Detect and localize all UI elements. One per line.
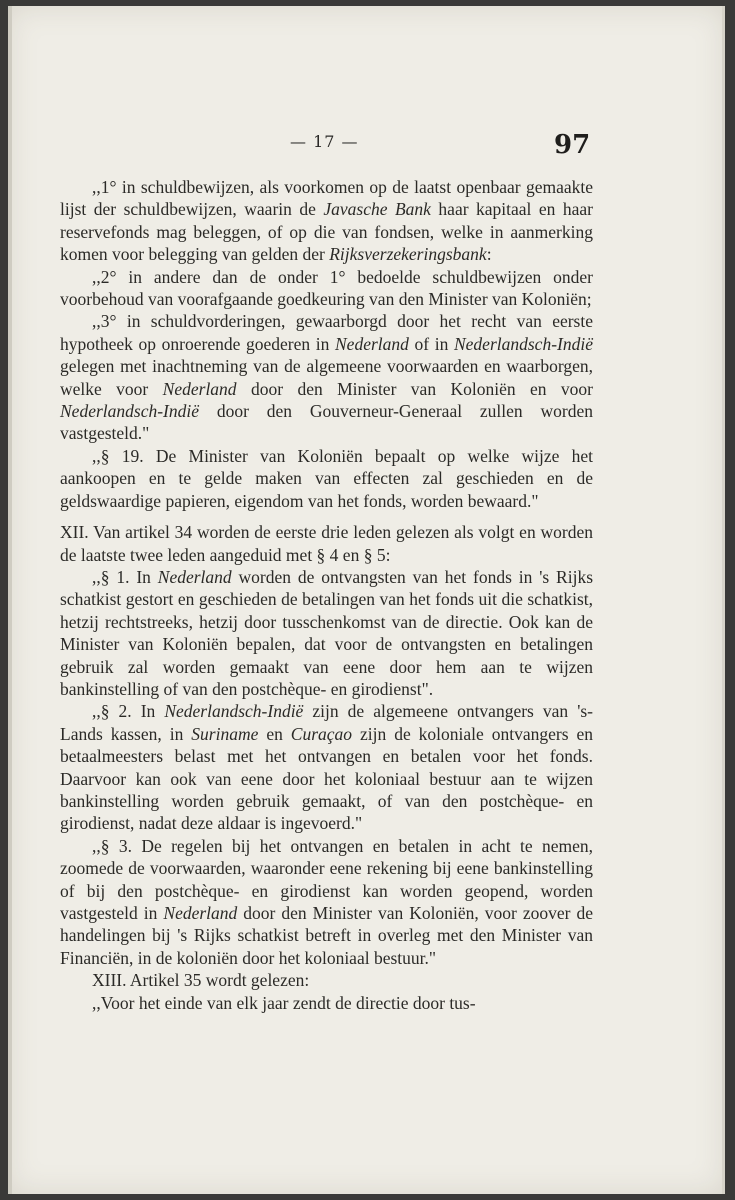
page-number: 97 [554,130,591,160]
article-xii-heading: XII. Van artikel 34 worden de eerste drie leden gelezen als volgt en worden de laatste twee leden aangeduid met § 4 en § 5: [60,522,593,565]
paragraph-section-19: ,,§ 19. De Minister van Koloniën bepaalt op welke wijze het aankoopen en te gelde maken van effecten zal geschieden en de geldswaardige papieren, eigendom van het fonds, worden bewaard." [60,445,593,511]
book-page [8,6,725,1194]
page-edge-left [8,6,12,1194]
paragraph-2: ,,2° in andere dan de onder 1° bedoelde schuldbewijzen onder voorbehoud van voorafgaande goedkeuring van den Minister van Koloniën; [60,266,593,310]
paragraph-section-2: ,,§ 2. In Nederlandsch-Indië zijn de algemeene ontvangers van 's-Lands kassen, in Suriname en Curaçao zijn de koloniale ontvangers en betaalmeesters belast met het ontvangen en betalen voor het fonds. Daarvoor kan ook van eene door het koloniaal bestuur aan te wijzen bankinstelling worden gebruik gemaakt, of van den postchèque- en girodienst, nadat deze aldaar is ingevoerd." [60,701,593,834]
body-text [60,176,593,1014]
folio-number: — 17 — [290,132,359,151]
paragraph-1: ,,1° in schuldbewijzen, als voorkomen op de laatst openbaar gemaakte lijst der schuldbewijzen, waarin de Javasche Bank haar kapitaal en haar reservefonds mag beleggen, of op die van fondsen, welke in aanmerking komen voor belegging van gelden der Rijksverzekeringsbank: [60,177,594,265]
paragraph-section-1: ,,§ 1. In Nederland worden de ontvangsten van het fonds in 's Rijks schatkist gestort en geschieden de betalingen van het fonds uit die schatkist, hetzij rechtstreeks, hetzij door tusschenkomst van de directie. Ook kan de Minister van Koloniën bepalen, dat voor de ontvangsten en betalingen gebruik zal worden gemaakt van eene door hem aan te wijzen bankinstelling of van den postchèque- en girodienst". [60,566,594,699]
paragraph-section-3: ,,§ 3. De regelen bij het ontvangen en betalen in acht te nemen, zoomede de voorwaarden, waaronder eene rekening bij eene bankinstelling of bij den postchèque- en girodienst kan worden geopend, worden vastgesteld in Nederland door den Minister van Koloniën, voor zoover de handelingen bij 's Rijks schatkist betreft in overleg met den Minister van Financiën, in de koloniën door het koloniaal bestuur." [60,835,593,968]
article-xiii-heading: XIII. Artikel 35 wordt gelezen: [92,970,310,991]
paragraph-final: ,,Voor het einde van elk jaar zendt de directie door tus- [92,992,476,1013]
paragraph-3: ,,3° in schuldvorderingen, gewaarborgd door het recht van eerste hypotheek op onroerende goederen in Nederland of in Nederlandsch-Indië gelegen met inachtneming van de algemeene voorwaarden en waarborgen, welke voor Nederland door den Minister van Koloniën en voor Nederlandsch-Indië door den Gouverneur-Generaal zullen worden vastgesteld." [60,311,593,444]
page-edge-right [722,6,725,1194]
